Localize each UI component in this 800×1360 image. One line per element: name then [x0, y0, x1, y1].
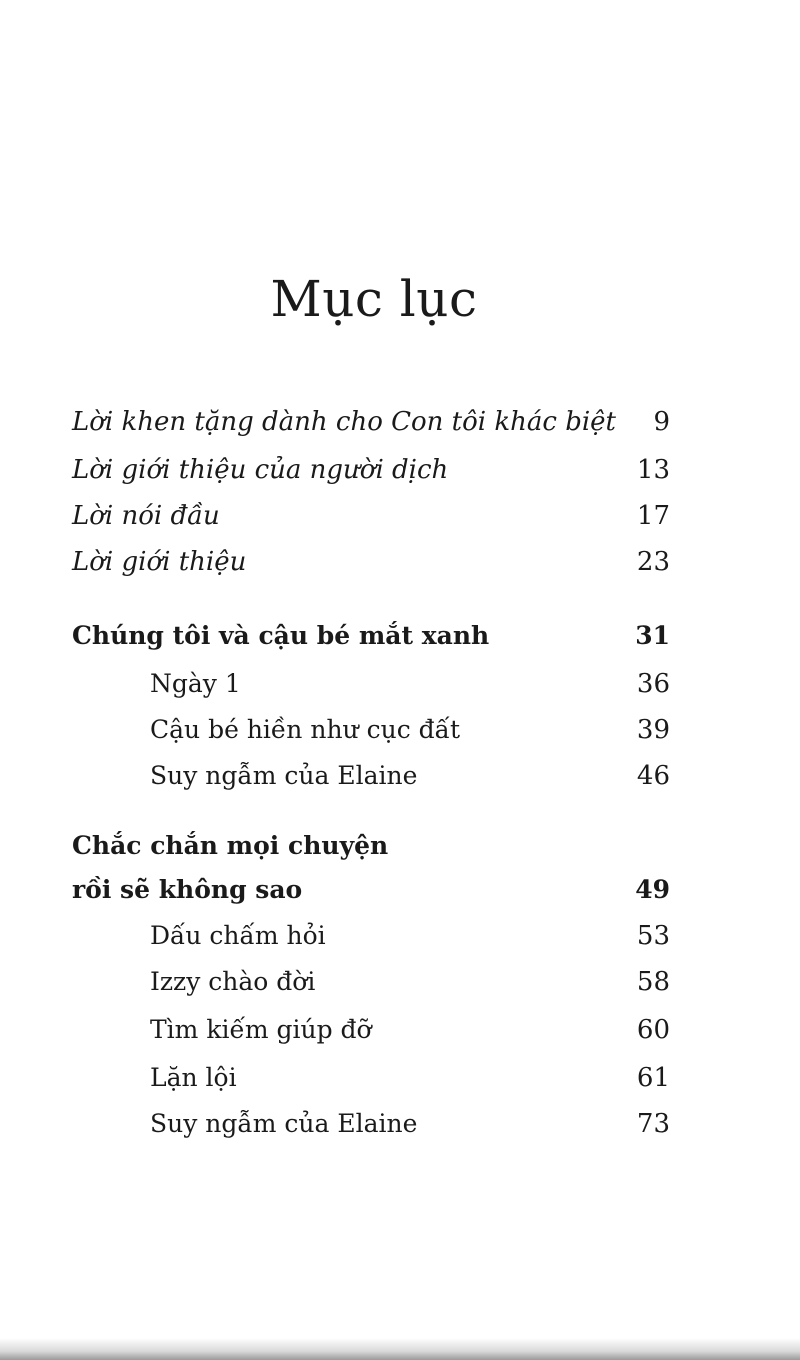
- toc-entry-front-matter: [0, 402, 800, 442]
- toc-part-heading-line2: [0, 870, 800, 910]
- toc-chapter-page: 46: [636, 761, 670, 791]
- toc-chapter-entry: [0, 916, 800, 956]
- toc-chapter-label: Lặn lội: [150, 1063, 237, 1092]
- page-title: Mục lục: [270, 269, 478, 328]
- toc-chapter-entry: [0, 1058, 800, 1098]
- toc-chapter-label: Dấu chấm hỏi: [150, 921, 326, 950]
- toc-entry-label: Lời khen tặng dành cho Con tôi khác biệt: [72, 407, 616, 437]
- toc-entry-label: Lời giới thiệu của người dịch: [72, 455, 449, 485]
- toc-chapter-entry: [0, 664, 800, 704]
- toc-chapter-label: Suy ngẫm của Elaine: [150, 1109, 418, 1138]
- toc-part-page: 49: [635, 875, 670, 904]
- page-edge-shadow: [0, 1338, 800, 1360]
- toc-chapter-entry: [0, 710, 800, 750]
- toc-part-title: rồi sẽ không sao: [72, 875, 303, 904]
- toc-entry-page: 17: [636, 501, 670, 531]
- toc-chapter-entry: [0, 1010, 800, 1050]
- toc-entry-front-matter: [0, 450, 800, 490]
- toc-chapter-label: Cậu bé hiền như cục đất: [150, 715, 461, 744]
- toc-chapter-page: 58: [636, 967, 670, 997]
- toc-chapter-page: 73: [636, 1109, 670, 1139]
- toc-chapter-page: 39: [636, 715, 670, 745]
- toc-chapter-entry: [0, 962, 800, 1002]
- toc-part-page: 31: [635, 621, 670, 650]
- toc-entry-front-matter: [0, 542, 800, 582]
- toc-chapter-page: 61: [636, 1063, 670, 1093]
- toc-entry-front-matter: [0, 496, 800, 536]
- toc-entry-page: 23: [636, 547, 670, 577]
- toc-entry-page: 13: [636, 455, 670, 485]
- toc-chapter-entry: [0, 1104, 800, 1144]
- toc-entry-page: 9: [653, 407, 670, 437]
- toc-chapter-label: Izzy chào đời: [150, 967, 316, 996]
- toc-part-heading-line1: [0, 826, 800, 866]
- toc-part-title: Chắc chắn mọi chuyện: [72, 831, 389, 860]
- toc-chapter-page: 36: [636, 669, 670, 699]
- toc-chapter-page: 53: [636, 921, 670, 951]
- toc-part-title: Chúng tôi và cậu bé mắt xanh: [72, 621, 490, 650]
- toc-chapter-page: 60: [636, 1015, 670, 1045]
- toc-part-heading: [0, 616, 800, 656]
- toc-chapter-label: Suy ngẫm của Elaine: [150, 761, 418, 790]
- toc-chapter-entry: [0, 756, 800, 796]
- toc-entry-label: Lời giới thiệu: [72, 547, 247, 577]
- toc-chapter-label: Tìm kiếm giúp đỡ: [150, 1015, 372, 1044]
- toc-chapter-label: Ngày 1: [150, 669, 241, 698]
- toc-entry-label: Lời nói đầu: [72, 501, 220, 531]
